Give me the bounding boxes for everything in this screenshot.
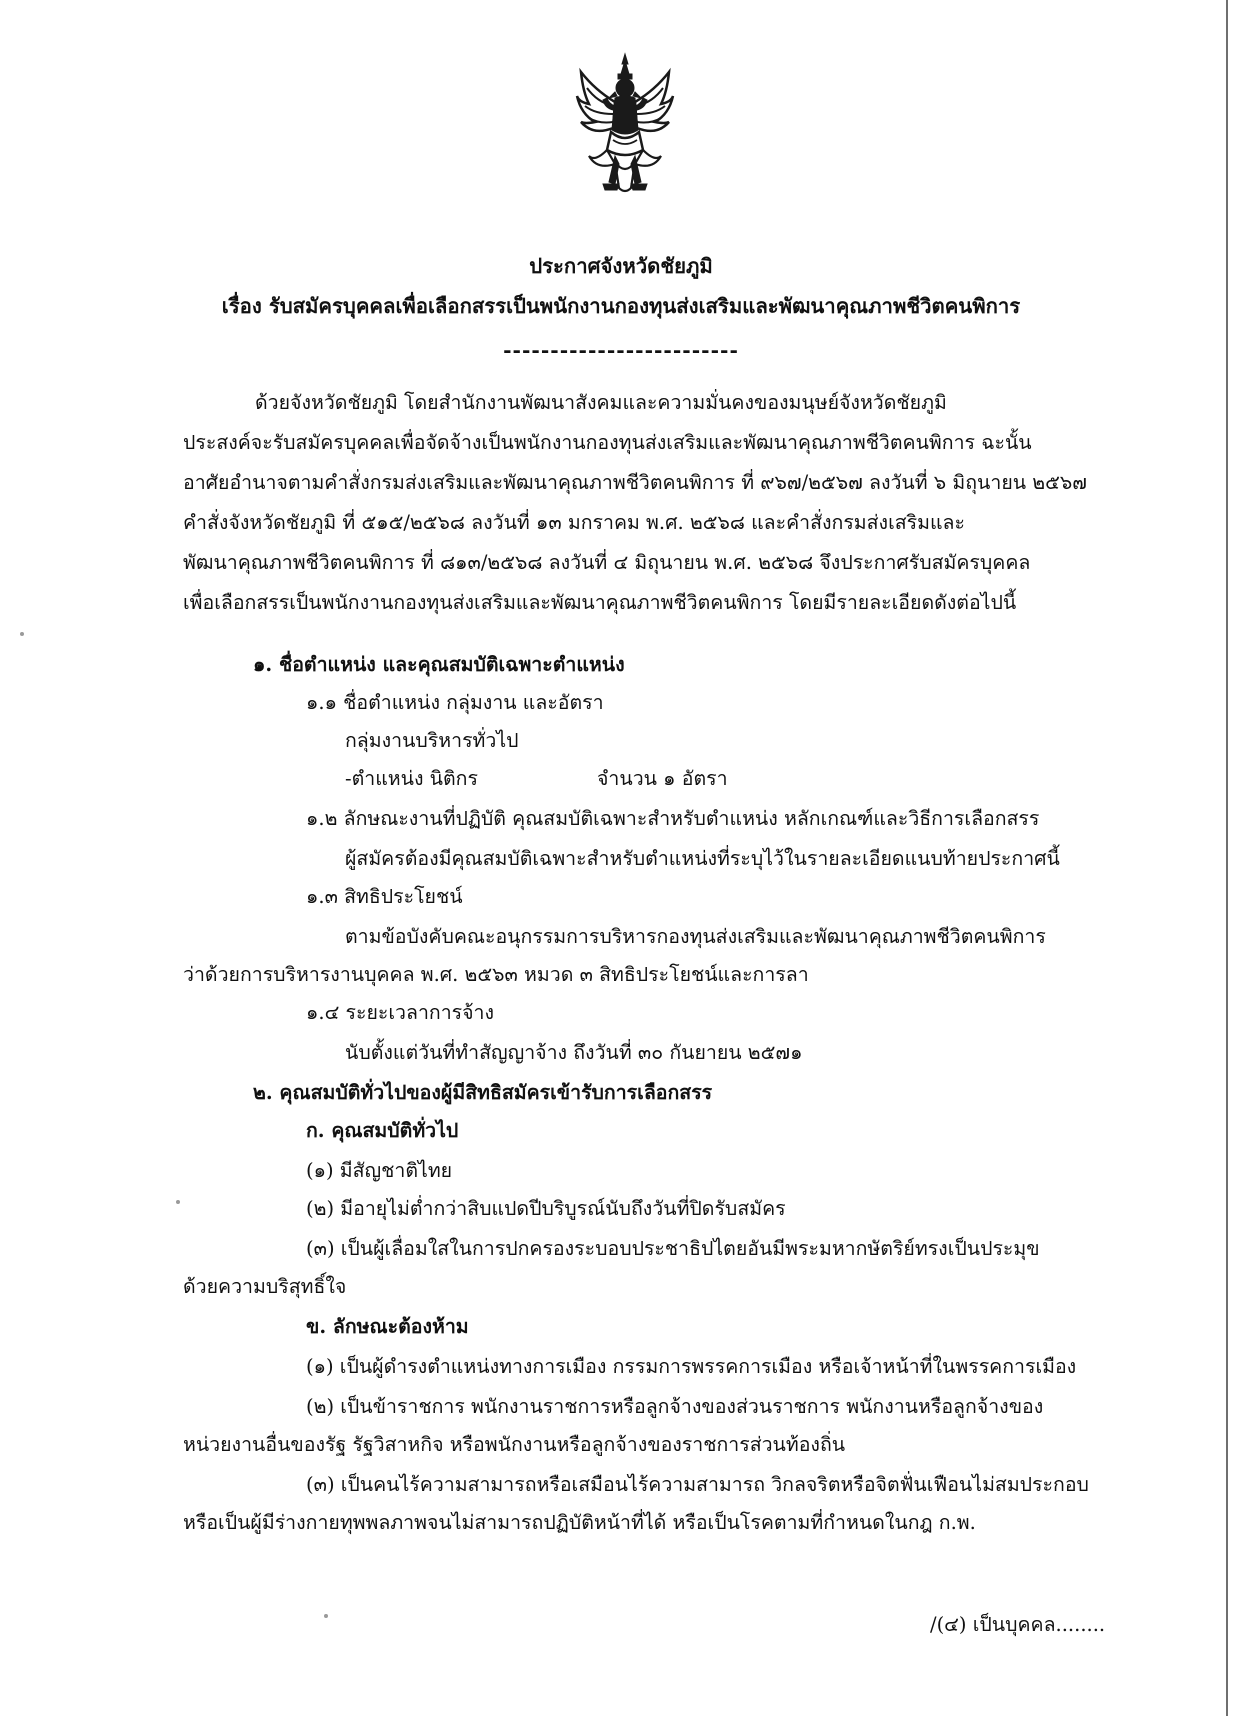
prohibition-1: (๑) เป็นผู้ดำรงตำแหน่งทางการเมือง กรรมการพรรคการเมือง หรือเจ้าหน้าที่ในพรรคการเมือง: [306, 1355, 1077, 1378]
title-separator: -------------------------: [503, 338, 739, 362]
section-1-1-heading: ๑.๑ ชื่อตำแหน่ง กลุ่มงาน และอัตรา: [306, 691, 604, 714]
prohibitions-heading: ข. ลักษณะต้องห้าม: [306, 1315, 469, 1338]
scan-speck: [324, 1614, 328, 1618]
scan-speck: [20, 632, 24, 636]
garuda-emblem-icon: [575, 52, 675, 202]
qualification-3-line-2: ด้วยความบริสุทธิ์ใจ: [183, 1275, 347, 1298]
intro-line-4: คำสั่งจังหวัดชัยภูมิ ที่ ๕๑๕/๒๕๖๘ ลงวันที่ ๑๓ มกราคม พ.ศ. ๒๕๖๘ และคำสั่งกรมส่งเสริมและ: [183, 511, 965, 534]
intro-line-3: อาศัยอำนาจตามคำสั่งกรมส่งเสริมและพัฒนาคุณภาพชีวิตคนพิการ ที่ ๙๖๗/๒๕๖๗ ลงวันที่ ๖ มิถุนายน ๒๕๖๗: [183, 471, 1087, 494]
section-1-3-detail-2: ว่าด้วยการบริหารงานบุคคล พ.ศ. ๒๕๖๓ หมวด ๓ สิทธิประโยชน์และการลา: [183, 963, 809, 986]
intro-line-2: ประสงค์จะรับสมัครบุคคลเพื่อจัดจ้างเป็นพนักงานกองทุนส่งเสริมและพัฒนาคุณภาพชีวิตคนพิการ ฉะนั้น: [183, 431, 1032, 454]
announcement-title: ประกาศจังหวัดชัยภูมิ: [529, 254, 713, 278]
prohibition-2-line-2: หน่วยงานอื่นของรัฐ รัฐวิสาหกิจ หรือพนักงานหรือลูกจ้างของราชการส่วนท้องถิ่น: [183, 1433, 846, 1456]
prohibition-2-line-1: (๒) เป็นข้าราชการ พนักงานราชการหรือลูกจ้างของส่วนราชการ พนักงานหรือลูกจ้างของ: [306, 1395, 1044, 1418]
prohibition-3-line-1: (๓) เป็นคนไร้ความสามารถหรือเสมือนไร้ความสามารถ วิกลจริตหรือจิตฟั่นเฟือนไม่สมประกอบ: [306, 1473, 1089, 1496]
section-1-3-heading: ๑.๓ สิทธิประโยชน์: [306, 885, 463, 908]
position-name: -ตำแหน่ง นิติกร: [345, 767, 478, 790]
qualification-3-line-1: (๓) เป็นผู้เลื่อมใสในการปกครองระบอบประชาธิปไตยอันมีพระมหากษัตริย์ทรงเป็นประมุข: [306, 1237, 1040, 1260]
continuation-note: /(๔) เป็นบุคคล........: [930, 1613, 1106, 1636]
intro-line-5: พัฒนาคุณภาพชีวิตคนพิการ ที่ ๘๑๓/๒๕๖๘ ลงวันที่ ๔ มิถุนายน พ.ศ. ๒๕๖๘ จึงประกาศรับสมัครบุคคล: [183, 551, 1031, 574]
position-count: จำนวน ๑ อัตรา: [597, 767, 728, 790]
qualification-1: (๑) มีสัญชาติไทย: [306, 1159, 453, 1182]
intro-line-1: ด้วยจังหวัดชัยภูมิ โดยสำนักงานพัฒนาสังคมและความมั่นคงของมนุษย์จังหวัดชัยภูมิ: [255, 391, 947, 414]
intro-line-6: เพื่อเลือกสรรเป็นพนักงานกองทุนส่งเสริมและพัฒนาคุณภาพชีวิตคนพิการ โดยมีรายละเอียดดังต่อไปนี้: [183, 591, 1017, 614]
announcement-subject: เรื่อง รับสมัครบุคคลเพื่อเลือกสรรเป็นพนักงานกองทุนส่งเสริมและพัฒนาคุณภาพชีวิตคนพิการ: [221, 294, 1021, 318]
qualification-2: (๒) มีอายุไม่ต่ำกว่าสิบแปดปีบริบูรณ์นับถึงวันที่ปิดรับสมัคร: [306, 1197, 786, 1220]
section-1-4-detail: นับตั้งแต่วันที่ทำสัญญาจ้าง ถึงวันที่ ๓๐ กันยายน ๒๕๗๑: [345, 1041, 803, 1064]
work-group: กลุ่มงานบริหารทั่วไป: [345, 729, 519, 752]
section-2-heading: ๒. คุณสมบัติทั่วไปของผู้มีสิทธิสมัครเข้ารับการเลือกสรร: [253, 1081, 713, 1104]
prohibition-3-line-2: หรือเป็นผู้มีร่างกายทุพพลภาพจนไม่สามารถปฏิบัติหน้าที่ได้ หรือเป็นโรคตามที่กำหนดในกฎ ก.พ.: [183, 1511, 976, 1534]
section-1-4-heading: ๑.๔ ระยะเวลาการจ้าง: [306, 1001, 495, 1024]
section-1-2-detail: ผู้สมัครต้องมีคุณสมบัติเฉพาะสำหรับตำแหน่งที่ระบุไว้ในรายละเอียดแนบท้ายประกาศนี้: [345, 847, 1060, 870]
section-1-heading: ๑. ชื่อตำแหน่ง และคุณสมบัติเฉพาะตำแหน่ง: [253, 653, 625, 676]
general-qualifications-heading: ก. คุณสมบัติทั่วไป: [306, 1119, 459, 1142]
section-1-3-detail-1: ตามข้อบังคับคณะอนุกรรมการบริหารกองทุนส่งเสริมและพัฒนาคุณภาพชีวิตคนพิการ: [345, 925, 1046, 948]
section-1-2-heading: ๑.๒ ลักษณะงานที่ปฏิบัติ คุณสมบัติเฉพาะสำหรับตำแหน่ง หลักเกณฑ์และวิธีการเลือกสรร: [306, 807, 1040, 830]
scan-speck: [176, 1200, 180, 1204]
